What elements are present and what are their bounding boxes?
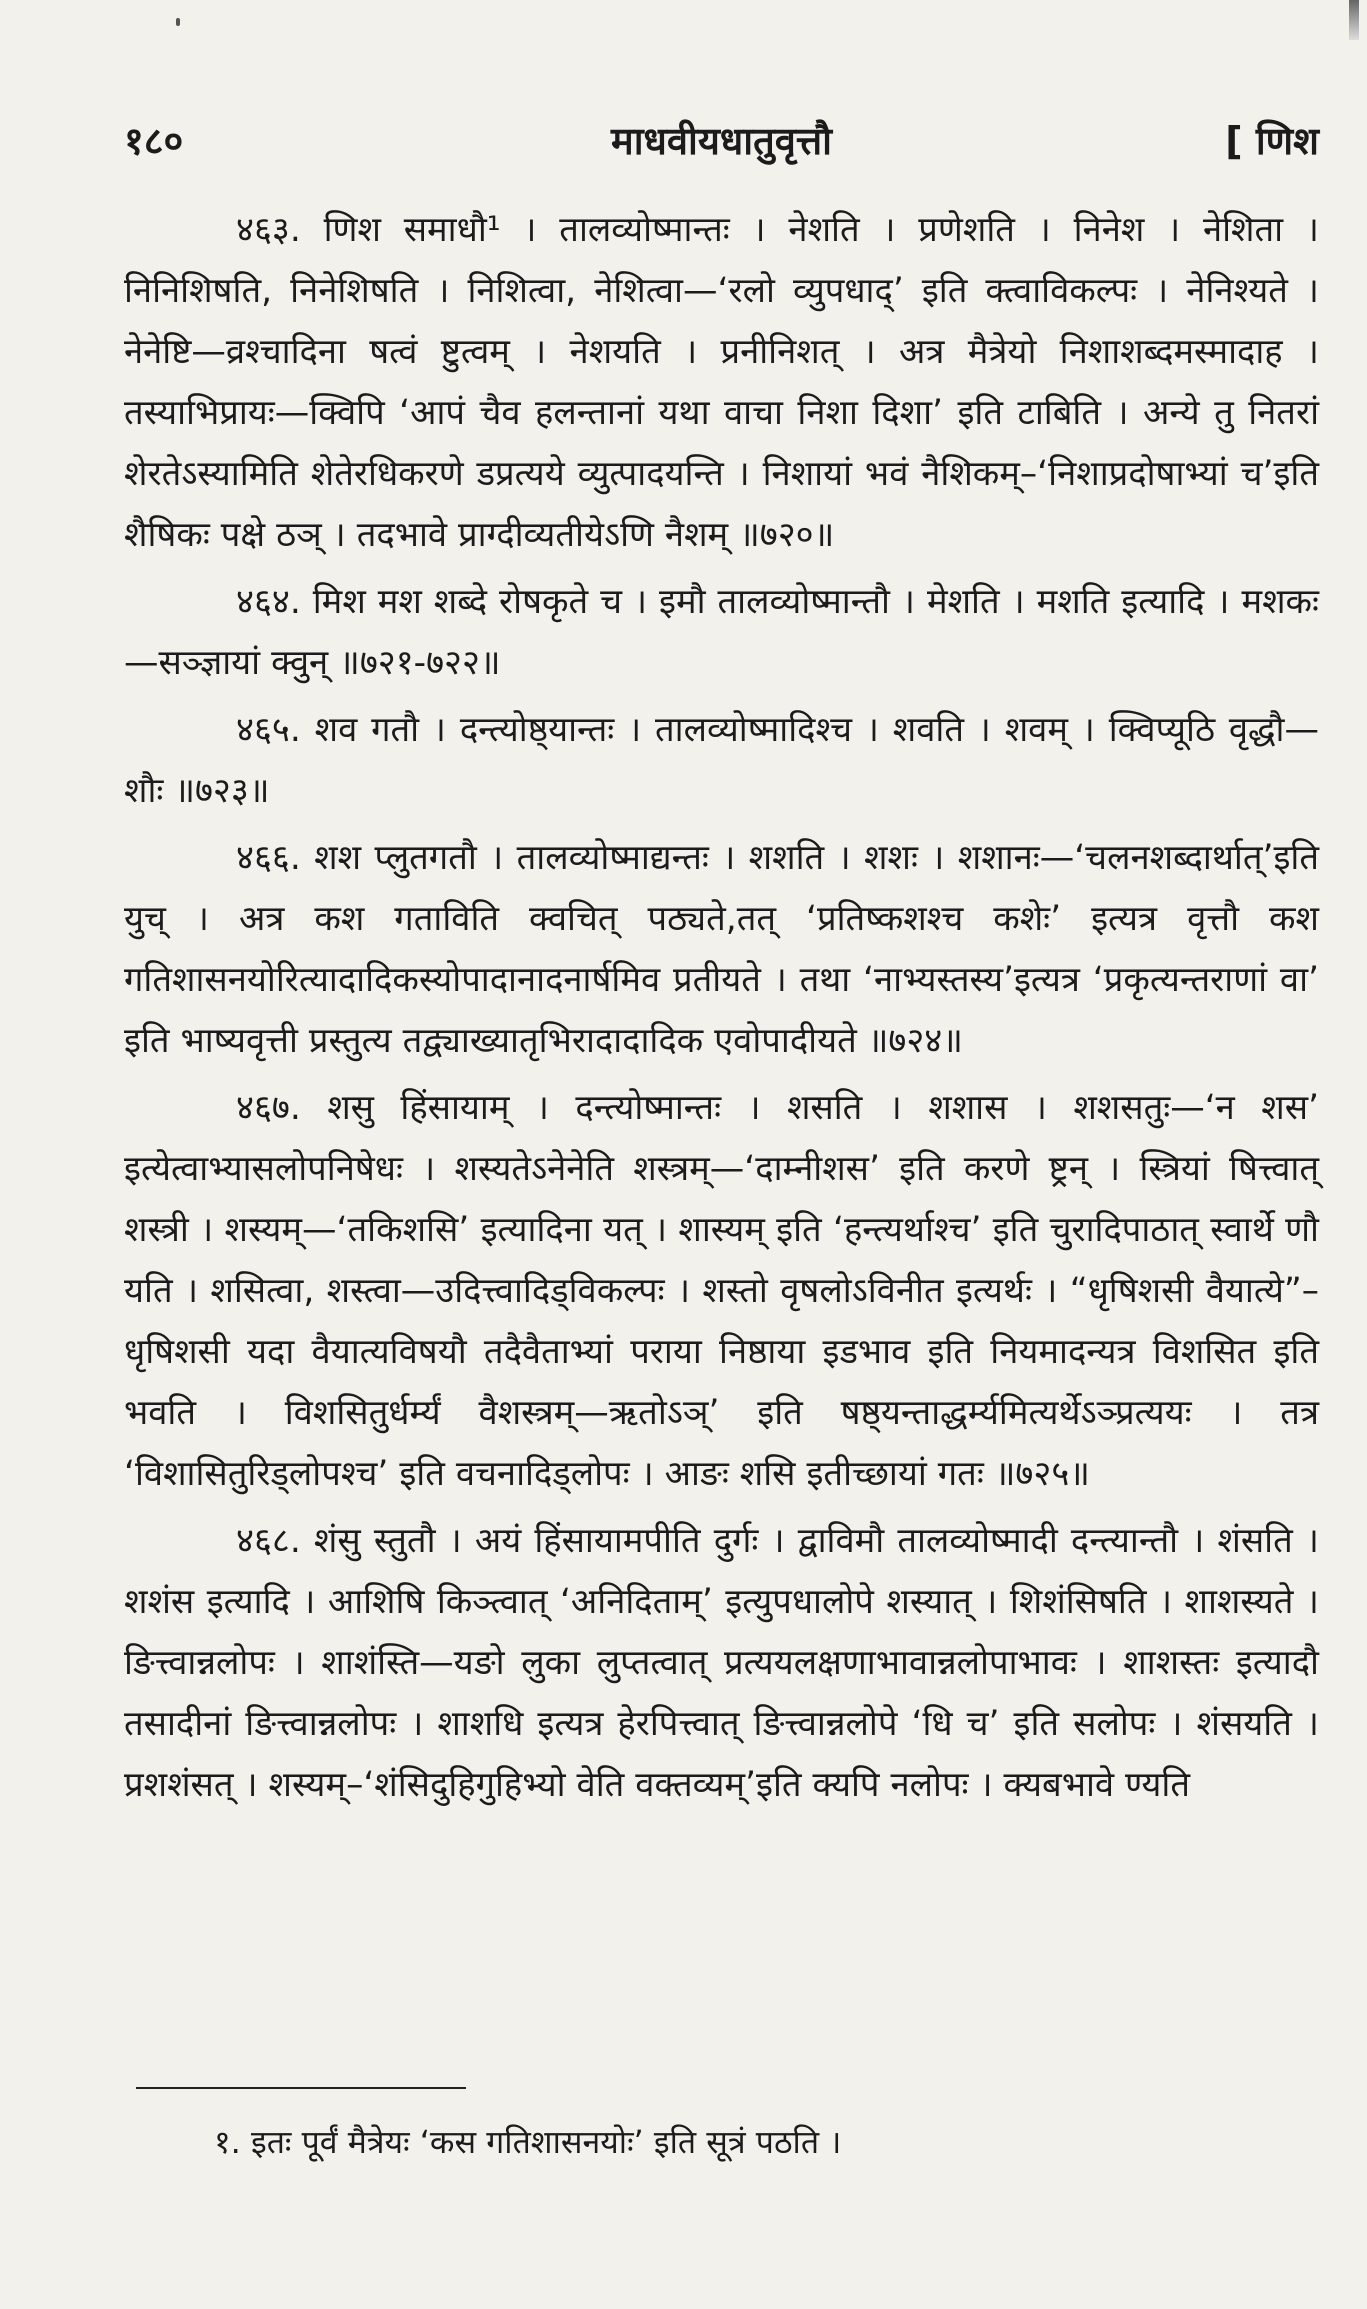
footnote-divider bbox=[136, 2087, 466, 2089]
entry-464: ४६४. मिश मश शब्दे रोषकृते च । इमौ तालव्योष्मान्तौ । मेशति । मशति इत्यादि । मशकः—सञ्ज्ञायां क्वुन् ॥७२१-७२२॥ bbox=[124, 582, 1319, 683]
page-number: १८० bbox=[124, 119, 184, 163]
running-header bbox=[124, 110, 1319, 170]
section-marker: [ णिश bbox=[1225, 119, 1319, 163]
entry-465: ४६५. शव गतौ । दन्त्योष्ठ्यान्तः । तालव्योष्मादिश्च । शवति । शवम् । क्विप्यूठि वृद्धौ—शौः ॥७२३॥ bbox=[124, 710, 1319, 811]
entry-463: ४६३. णिश समाधौ¹ । तालव्योष्मान्तः । नेशति । प्रणेशति । निनेश । नेशिता । निनिशिषति, निनेशिषति । निशित्वा, नेशित्वा—‘रलो व्युपधाद्’ इति क्त्वाविकल्पः । नेनिश्यते । नेनेष्टि—व्रश्चादिना षत्वं ष्टुत्वम् । नेशयति । प्रनीनिशत् । अत्र मैत्रेयो निशाशब्दमस्मादाह । तस्याभिप्रायः—क्विपि ‘आपं चैव हलन्तानां यथा वाचा निशा दिशा’ इति टाबिति । अन्ये तु नितरां शेरतेऽस्यामिति शेतेरधिकरणे डप्रत्यये व्युत्पादयन्ति । निशायां भवं नैशिकम्–‘निशाप्रदोषाभ्यां च’इति शैषिकः पक्षे ठञ् । तदभावे प्राग्दीव्यतीयेऽणि नैशम् ॥७२०॥ bbox=[124, 210, 1319, 555]
entry-466: ४६६. शश प्लुतगतौ । तालव्योष्माद्यन्तः । शशति । शशः । शशानः—‘चलनशब्दार्थात्’इति युच् । अत्र कश गताविति क्वचित् पठ्यते,तत् ‘प्रतिष्कशश्च कशेः’ इत्यत्र वृत्तौ कश गतिशासनयोरित्यादादिकस्योपादानादनार्षमिव प्रतीयते । तथा ‘नाभ्यस्तस्य’इत्यत्र ‘प्रकृत्यन्तराणां वा’ इति भाष्यवृत्ती प्रस्तुत्य तद्व्याख्यातृभिरादादादिक एवोपादीयते ॥७२४॥ bbox=[124, 838, 1319, 1061]
footnote: १. इतः पूर्वं मैत्रेयः ‘कस गतिशासनयोः’ इति सूत्रं पठति । bbox=[214, 2123, 842, 2161]
page-edge-shadow bbox=[1349, 0, 1359, 40]
entry-468: ४६८. शंसु स्तुतौ । अयं हिंसायामपीति दुर्गः । द्वाविमौ तालव्योष्मादी दन्त्यान्तौ । शंसति । शशंस इत्यादि । आशिषि किञ्त्वात् ‘अनिदिताम्’ इत्युपधालोपे शस्यात् । शिशंसिषति । शाशस्यते । ङित्त्वान्नलोपः । शाशंस्ति—यङो लुका लुप्तत्वात् प्रत्ययलक्षणाभावान्नलोपाभावः । शाशस्तः इत्यादौ तसादीनां ङित्त्वान्नलोपः । शाशधि इत्यत्र हेरपित्त्वात् ङित्त्वान्नलोपे ‘धि च’ इति सलोपः । शंसयति । प्रशशंसत् । शस्यम्–‘शंसिदुहिगुहिभ्यो वेति वक्तव्यम्’इति क्यपि नलोपः । क्यबभावे ण्यति bbox=[124, 1521, 1319, 1805]
running-title: माधवीयधातुवृत्तौ bbox=[610, 119, 833, 163]
entry-467: ४६७. शसु हिंसायाम् । दन्त्योष्मान्तः । शसति । शशास । शशसतुः—‘न शस’ इत्येत्वाभ्यासलोपनिषेधः । शस्यतेऽनेनेति शस्त्रम्—‘दाम्नीशस’ इति करणे ष्ट्रन् । स्त्रियां षित्त्वात् शस्त्री । शस्यम्—‘तकिशसि’ इत्यादिना यत् । शास्यम् इति ‘हन्त्यर्थाश्च’ इति चुरादिपाठात् स्वार्थे णौ यति । शसित्वा, शस्त्वा—उदित्त्वादिड्विकल्पः । शस्तो वृषलोऽविनीत इत्यर्थः । “धृषिशसी वैयात्ये”–धृषिशसी यदा वैयात्यविषयौ तदैवैताभ्यां पराया निष्ठाया इडभाव इति नियमादन्यत्र विशसित इति भवति । विशसितुर्धर्म्यं वैशस्त्रम्—ऋतोऽञ्’ इति षष्ठ्यन्ताद्धर्म्यमित्यर्थेऽञ्प्रत्ययः । तत्र ‘विशासितुरिड्लोपश्च’ इति वचनादिड्लोपः । आङः शसि इतीच्छायां गतः ॥७२५॥ bbox=[124, 1088, 1319, 1494]
print-speck bbox=[176, 18, 180, 26]
main-text bbox=[124, 200, 1319, 1822]
